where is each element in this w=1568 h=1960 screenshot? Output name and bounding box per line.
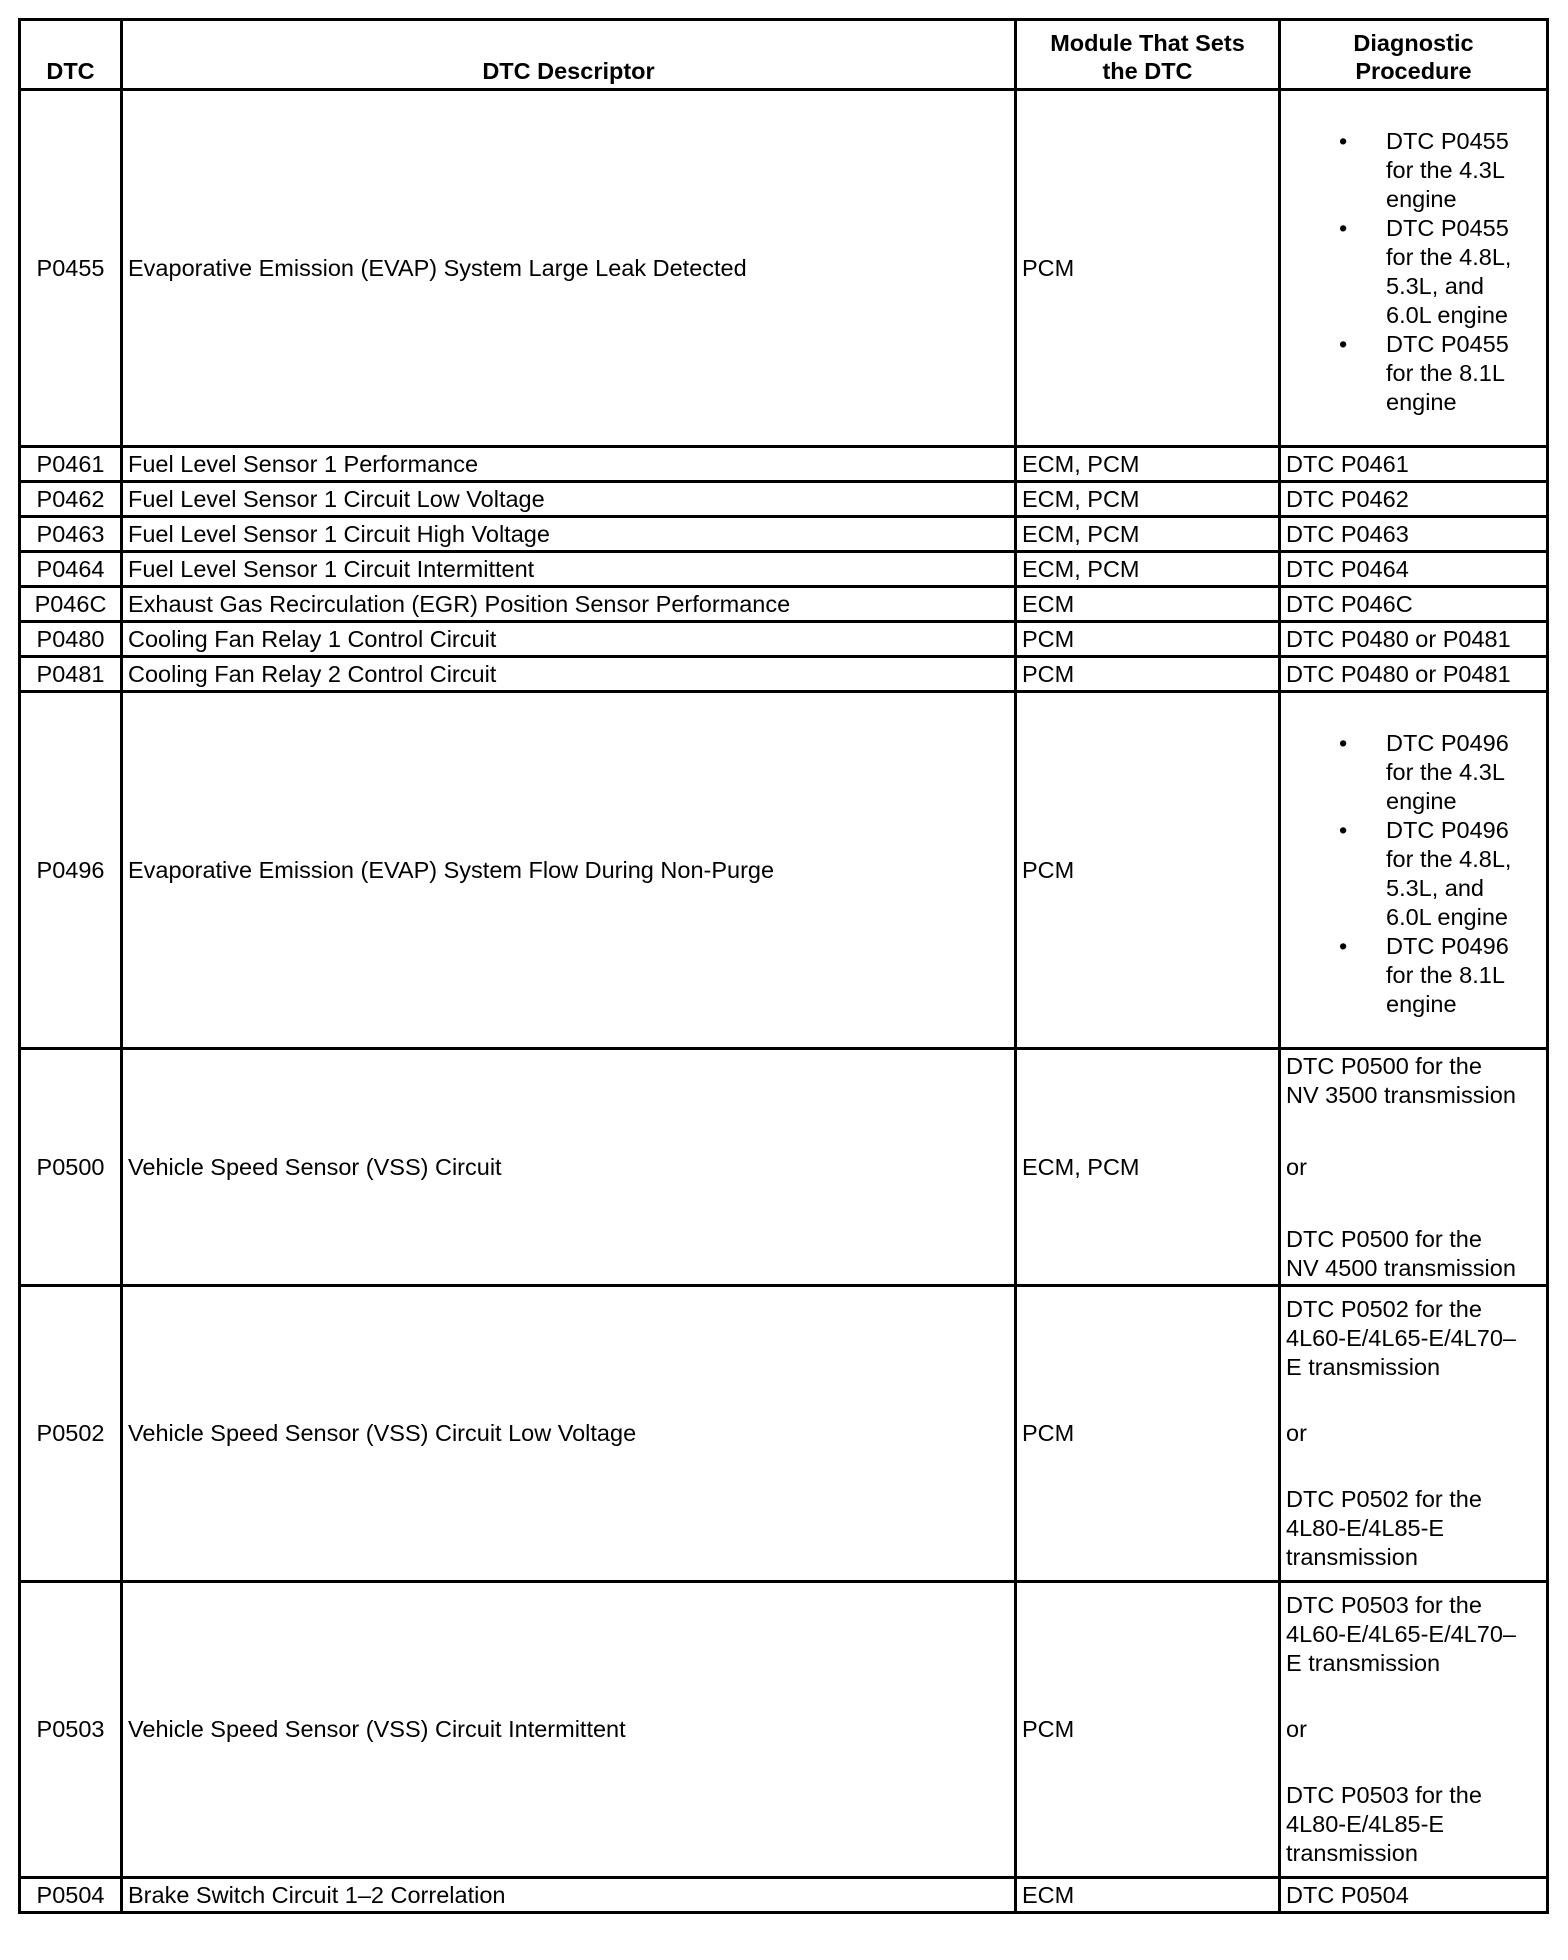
dtc-descriptor: Fuel Level Sensor 1 Circuit High Voltage: [122, 517, 1016, 552]
procedure-line: for the 8.1L: [1386, 360, 1505, 386]
dtc-module: ECM: [1016, 1878, 1280, 1913]
procedure-item[interactable]: [1286, 932, 1541, 1019]
dtc-descriptor: Fuel Level Sensor 1 Performance: [122, 447, 1016, 482]
procedure-or: or: [1286, 1420, 1307, 1446]
dtc-descriptor: Fuel Level Sensor 1 Circuit Low Voltage: [122, 482, 1016, 517]
procedure-item[interactable]: [1286, 214, 1541, 330]
table-row: [20, 1878, 1548, 1913]
procedure-line: DTC P0455: [1386, 215, 1509, 241]
table-row: [20, 90, 1548, 447]
table-row: [20, 1049, 1548, 1286]
bullet-icon: •: [1339, 331, 1348, 357]
bullet-icon: •: [1339, 730, 1348, 756]
procedure-line: DTC P0496: [1386, 933, 1509, 959]
bullet-icon: •: [1339, 933, 1348, 959]
procedure-line: for the 8.1L: [1386, 962, 1505, 988]
procedure-line[interactable]: E transmission: [1286, 1354, 1441, 1380]
procedure-line[interactable]: 4L60-E/4L65-E/4L70–: [1286, 1325, 1516, 1351]
dtc-module: ECM, PCM: [1016, 517, 1280, 552]
procedure-line: DTC P0455: [1386, 128, 1509, 154]
procedure-line: engine: [1386, 186, 1457, 212]
procedure-list: [1286, 729, 1541, 1019]
dtc-descriptor: Evaporative Emission (EVAP) System Flow During Non-Purge: [122, 692, 1016, 1049]
procedure-line[interactable]: transmission: [1286, 1840, 1418, 1866]
procedure-line[interactable]: 4L80-E/4L85-E: [1286, 1515, 1445, 1541]
spacer: [1286, 1182, 1541, 1225]
bullet-icon: •: [1339, 128, 1348, 154]
dtc-procedure: [1280, 1049, 1548, 1286]
header-module-line: the DTC: [1102, 58, 1193, 84]
procedure-line: engine: [1386, 991, 1457, 1017]
dtc-code: P0463: [20, 517, 122, 552]
table-row: [20, 1582, 1548, 1878]
dtc-descriptor: Vehicle Speed Sensor (VSS) Circuit: [122, 1049, 1016, 1286]
procedure-line[interactable]: DTC P0502 for the: [1286, 1296, 1482, 1322]
procedure-line[interactable]: NV 4500 transmission: [1286, 1254, 1516, 1281]
dtc-module: PCM: [1016, 90, 1280, 447]
spacer: [1286, 1382, 1541, 1419]
dtc-module: PCM: [1016, 622, 1280, 657]
procedure-list: [1286, 127, 1541, 417]
dtc-module: ECM, PCM: [1016, 482, 1280, 517]
procedure-line: engine: [1386, 788, 1457, 814]
dtc-descriptor: Cooling Fan Relay 1 Control Circuit: [122, 622, 1016, 657]
dtc-code: P0502: [20, 1286, 122, 1582]
procedure-line[interactable]: DTC P0503 for the: [1286, 1782, 1482, 1808]
procedure-line: DTC P0455: [1386, 331, 1509, 357]
procedure-line[interactable]: DTC P0500 for the: [1286, 1225, 1482, 1252]
dtc-code: P0500: [20, 1049, 122, 1286]
dtc-module: PCM: [1016, 692, 1280, 1049]
procedure-line: for the 4.3L: [1386, 157, 1505, 183]
dtc-procedure: [1280, 90, 1548, 447]
dtc-code: P0461: [20, 447, 122, 482]
header-module-line: Module That Sets: [1050, 30, 1245, 56]
dtc-procedure: [1280, 1582, 1548, 1878]
dtc-descriptor: Brake Switch Circuit 1–2 Correlation: [122, 1878, 1016, 1913]
dtc-procedure[interactable]: DTC P0461: [1280, 447, 1548, 482]
table-row: [20, 552, 1548, 587]
table-header-row: [20, 20, 1548, 90]
spacer: [1286, 1744, 1541, 1781]
procedure-line: 5.3L, and: [1386, 875, 1485, 901]
dtc-module: PCM: [1016, 1582, 1280, 1878]
procedure-line[interactable]: 4L60-E/4L65-E/4L70–: [1286, 1621, 1516, 1647]
header-descriptor: DTC Descriptor: [122, 20, 1016, 90]
procedure-line: for the 4.8L,: [1386, 244, 1512, 270]
table-row: [20, 587, 1548, 622]
dtc-procedure[interactable]: DTC P0463: [1280, 517, 1548, 552]
dtc-procedure: [1280, 1286, 1548, 1582]
dtc-descriptor: Exhaust Gas Recirculation (EGR) Position Sensor Performance: [122, 587, 1016, 622]
dtc-descriptor: Cooling Fan Relay 2 Control Circuit: [122, 657, 1016, 692]
dtc-module: ECM, PCM: [1016, 1049, 1280, 1286]
bullet-icon: •: [1339, 817, 1348, 843]
procedure-line: DTC P0496: [1386, 730, 1509, 756]
dtc-procedure[interactable]: DTC P0462: [1280, 482, 1548, 517]
dtc-module: ECM, PCM: [1016, 552, 1280, 587]
dtc-procedure[interactable]: DTC P046C: [1280, 587, 1548, 622]
procedure-line: for the 4.3L: [1386, 759, 1505, 785]
spacer: [1286, 1448, 1541, 1485]
dtc-procedure[interactable]: DTC P0480 or P0481: [1280, 622, 1548, 657]
procedure-item[interactable]: [1286, 816, 1541, 932]
procedure-line[interactable]: NV 3500 transmission: [1286, 1081, 1516, 1108]
spacer: [1286, 1678, 1541, 1715]
dtc-module: PCM: [1016, 1286, 1280, 1582]
procedure-line[interactable]: 4L80-E/4L85-E: [1286, 1811, 1445, 1837]
procedure-item[interactable]: [1286, 127, 1541, 214]
dtc-procedure[interactable]: DTC P0504: [1280, 1878, 1548, 1913]
dtc-descriptor: Vehicle Speed Sensor (VSS) Circuit Low Voltage: [122, 1286, 1016, 1582]
procedure-line: 6.0L engine: [1386, 904, 1508, 930]
procedure-line[interactable]: DTC P0500 for the: [1286, 1052, 1482, 1079]
dtc-descriptor: Fuel Level Sensor 1 Circuit Intermittent: [122, 552, 1016, 587]
procedure-line[interactable]: E transmission: [1286, 1650, 1441, 1676]
dtc-code: P046C: [20, 587, 122, 622]
dtc-module: PCM: [1016, 657, 1280, 692]
header-dtc: DTC: [20, 20, 122, 90]
procedure-line[interactable]: DTC P0502 for the: [1286, 1486, 1482, 1512]
table-row: [20, 622, 1548, 657]
header-procedure-line: Procedure: [1355, 58, 1472, 84]
dtc-table: [18, 18, 1549, 1914]
header-procedure-line: Diagnostic: [1353, 30, 1474, 56]
dtc-procedure[interactable]: DTC P0480 or P0481: [1280, 657, 1548, 692]
procedure-line: 5.3L, and: [1386, 273, 1485, 299]
procedure-line[interactable]: transmission: [1286, 1544, 1418, 1570]
procedure-line: 6.0L engine: [1386, 302, 1508, 328]
table-row: [20, 447, 1548, 482]
procedure-line: engine: [1386, 389, 1457, 415]
dtc-module: ECM: [1016, 587, 1280, 622]
header-module: [1016, 20, 1280, 90]
table-row: [20, 657, 1548, 692]
dtc-module: ECM, PCM: [1016, 447, 1280, 482]
dtc-code: P0464: [20, 552, 122, 587]
table-row: [20, 1286, 1548, 1582]
dtc-code: P0496: [20, 692, 122, 1049]
table-row: [20, 692, 1548, 1049]
dtc-procedure: [1280, 692, 1548, 1049]
bullet-icon: •: [1339, 215, 1348, 241]
procedure-or: or: [1286, 1716, 1307, 1742]
dtc-code: P0481: [20, 657, 122, 692]
dtc-code: P0455: [20, 90, 122, 447]
dtc-procedure[interactable]: DTC P0464: [1280, 552, 1548, 587]
procedure-item[interactable]: [1286, 330, 1541, 417]
table-row: [20, 482, 1548, 517]
procedure-line: DTC P0496: [1386, 817, 1509, 843]
dtc-code: P0462: [20, 482, 122, 517]
header-procedure: [1280, 20, 1548, 90]
procedure-or: or: [1286, 1153, 1307, 1180]
dtc-code: P0480: [20, 622, 122, 657]
table-row: [20, 517, 1548, 552]
dtc-descriptor: Evaporative Emission (EVAP) System Large Leak Detected: [122, 90, 1016, 447]
procedure-item[interactable]: [1286, 729, 1541, 816]
spacer: [1286, 1110, 1541, 1153]
procedure-line[interactable]: DTC P0503 for the: [1286, 1592, 1482, 1618]
dtc-descriptor: Vehicle Speed Sensor (VSS) Circuit Intermittent: [122, 1582, 1016, 1878]
procedure-line: for the 4.8L,: [1386, 846, 1512, 872]
dtc-code: P0504: [20, 1878, 122, 1913]
dtc-code: P0503: [20, 1582, 122, 1878]
